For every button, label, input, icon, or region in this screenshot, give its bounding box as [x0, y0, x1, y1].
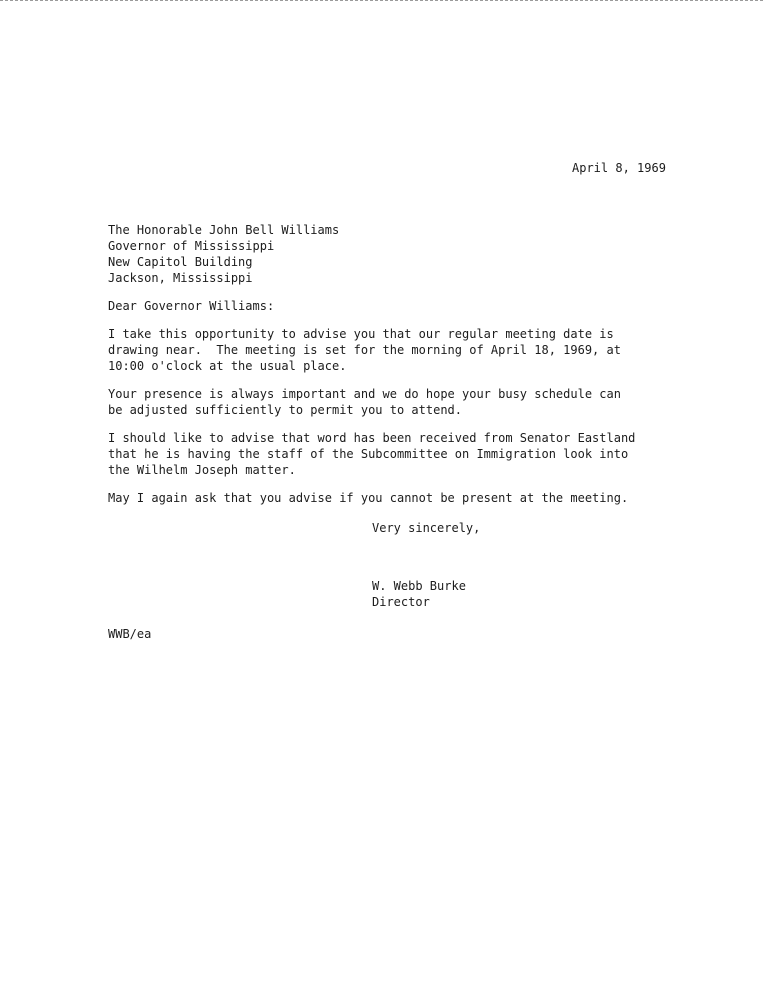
paragraph-line: drawing near. The meeting is set for the morning of April 18, 1969, at [108, 343, 621, 357]
paragraph-line: Your presence is always important and we do hope your busy schedule can [108, 387, 621, 401]
recipient-line-title: Governor of Mississippi [108, 239, 275, 253]
signatory-title: Director [372, 595, 430, 609]
paragraph-line: I should like to advise that word has been received from Senator Eastland [108, 431, 636, 445]
signatory-name: W. Webb Burke [372, 579, 466, 593]
paragraph-line: I take this opportunity to advise you that our regular meeting date is [108, 327, 614, 341]
reference-initials: WWB/ea [108, 627, 152, 641]
recipient-line-name: The Honorable John Bell Williams [108, 223, 340, 237]
paragraph-line: the Wilhelm Joseph matter. [108, 463, 296, 477]
complimentary-close: Very sincerely, [372, 521, 481, 535]
paragraph-line: May I again ask that you advise if you cannot be present at the meeting. [108, 491, 629, 505]
paragraph-line: be adjusted sufficiently to permit you to attend. [108, 403, 463, 417]
recipient-line-building: New Capitol Building [108, 255, 253, 269]
paragraph-line: 10:00 o'clock at the usual place. [108, 359, 347, 373]
recipient-line-city: Jackson, Mississippi [108, 271, 253, 285]
paragraph-line: that he is having the staff of the Subcommittee on Immigration look into [108, 447, 629, 461]
letter-date: April 8, 1969 [572, 161, 666, 175]
top-edge-rule [0, 0, 763, 1]
salutation: Dear Governor Williams: [108, 299, 275, 313]
